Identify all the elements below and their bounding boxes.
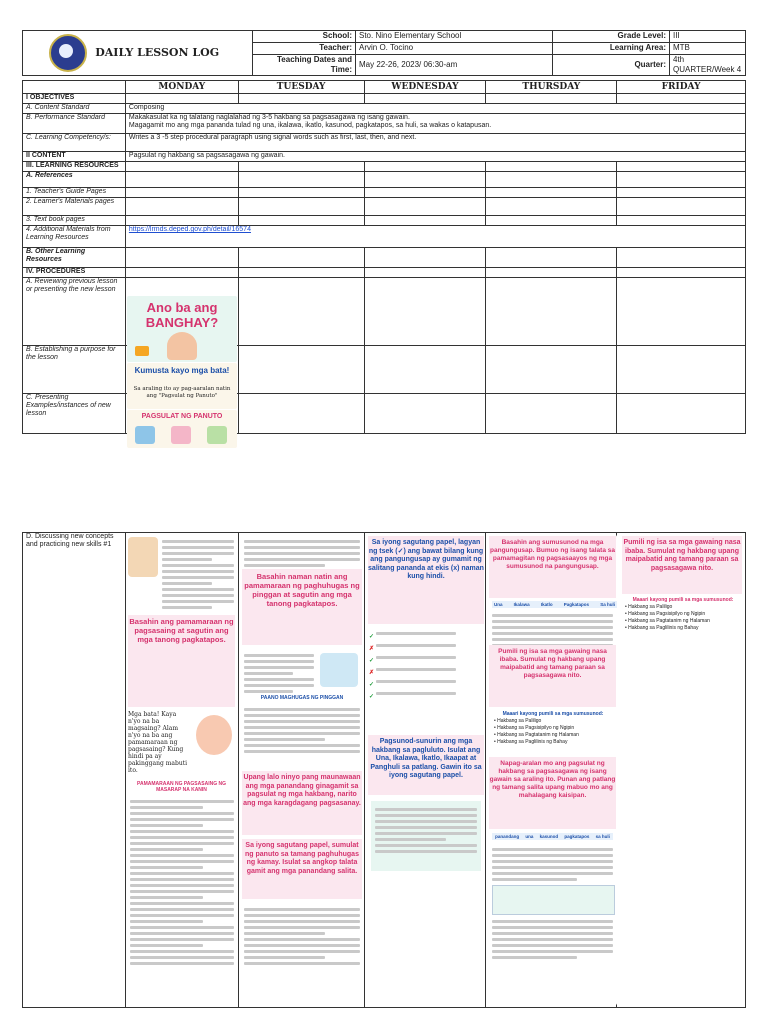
greeting-body: Sa araling ito ay pag-aaralan natin ang "Pagsulat ng Panuto" xyxy=(133,386,231,399)
panuto-title: PAGSULAT NG PANUTO xyxy=(141,413,223,420)
content-value: Pagsulat ng hakbang sa pagsasagawa ng gawain. xyxy=(125,152,745,162)
content-heading: II CONTENT xyxy=(23,152,126,162)
objectives-heading: I OBJECTIVES xyxy=(23,94,126,104)
slide-panuto xyxy=(127,410,237,448)
teacher-illustration-icon xyxy=(128,537,158,577)
performance-standard-label: B. Performance Standard xyxy=(23,114,126,134)
logo-cell xyxy=(23,31,253,76)
child-illustration-icon xyxy=(167,332,197,360)
activity-item: • Hakbang sa Pagsisipilyo ng Ngipin xyxy=(625,611,706,617)
grade-value: III xyxy=(670,31,746,43)
activity-item: • Hakbang sa Paglilinis ng Bahay xyxy=(625,625,699,631)
monday-question: Mga bata! Kaya n'yo na ba magsaing? Alam n'yo na ba ang pamamaraan ng pagsasaing? Kung hindi pa ay pakinggang mabuti ito. xyxy=(128,711,188,774)
friday-material xyxy=(621,535,743,653)
wednesday-order-title: Pagsunod-sunurin ang mga hakbang sa pagluluto. Isulat ang Una, Ikalawa, Ikatlo, Ikaapat at Panghuli sa patlang. Gawin ito sa iyong sagutang papel. xyxy=(370,738,482,779)
activity-item: • Hakbang sa Pagtatanim ng Halaman xyxy=(494,732,579,738)
wednesday-title: Sa iyong sagutang papel, lagyan ng tsek (✓) ang bawat bilang kung ang pangungusap ay gumamit ng salitang pananda at ekis (x) naman kung hindi. xyxy=(368,539,484,580)
review-label: A. Reviewing previous lesson or presenting the new lesson xyxy=(23,278,126,346)
tb-label: 3. Text book pages xyxy=(23,216,126,226)
tuesday-material xyxy=(240,535,364,1005)
dishwashing-illustration-icon xyxy=(320,653,358,687)
thursday-title: Basahin ang sumusunod na mga pangungusap. Bumuo ng isang talata sa pamamagitan ng pagsasaayos ng mga sumusunod na pangungusap. xyxy=(490,539,615,570)
deped-seal-icon xyxy=(49,34,87,72)
content-standard-label: A. Content Standard xyxy=(23,104,126,114)
tuesday-handwash-title: Sa iyong sagutang papel, sumulat ng panuto sa tamang paghuhugas ng kamay. Isulat sa angkop talata gamit ang mga panandang salita. xyxy=(245,842,359,875)
performance-standard-value xyxy=(125,114,745,134)
area-label: Learning Area: xyxy=(553,43,670,55)
thursday-summary-title: Napag-aralan mo ang pagsulat ng hakbang sa pagsasagawa ng isang gawain sa araling ito. Punan ang patlang ng tamang salita upang mabuo mo ang mahalagang kaisipan. xyxy=(489,760,616,799)
activity-item: • Hakbang sa Pagtatanim ng Halaman xyxy=(625,618,710,624)
log-title: DAILY LESSON LOG xyxy=(95,46,220,59)
competency-value: Writes a 3 -5 step procedural paragraph using signal words such as first, last, then, and next. xyxy=(125,134,745,152)
signal-words-bar xyxy=(492,601,617,608)
signal-word: Ikatlo xyxy=(540,602,553,607)
kids-illustration-icon-3 xyxy=(207,426,227,444)
quarter-label: Quarter: xyxy=(553,55,670,76)
monday-subtitle: PAMAMARAAN NG PAGSASAING NG MASARAP NA KANIN xyxy=(137,781,226,793)
resources-heading: III. LEARNING RESOURCES xyxy=(23,162,126,172)
additional-link[interactable]: https://lrmds.deped.gov.ph/detail/16574 xyxy=(128,226,251,233)
competency-label: C. Learning Competency/s: xyxy=(23,134,126,152)
check-mark-icon-2: ✓ xyxy=(369,658,375,664)
signal-word: Sa huli xyxy=(600,602,615,607)
kids-illustration-icon-2 xyxy=(171,426,191,444)
kids-illustration-icon xyxy=(135,426,155,444)
monday-title: Basahin ang pamamaraan ng pagsasaing at sagutin ang mga tanong pagkatapos. xyxy=(129,617,234,644)
friday-title: Pumili ng isa sa mga gawaing nasa ibaba. Sumulat ng hakbang upang maipabatid ang tamang paraan sa pagsasagawa nito. xyxy=(623,539,741,572)
content-standard-value: Composing xyxy=(125,104,745,114)
banghay-title: Ano ba ang BANGHAY? xyxy=(145,300,219,330)
activity-item: • Hakbang sa Paliligo xyxy=(625,604,673,610)
activity-item: • Hakbang sa Paglilinis ng Bahay xyxy=(494,739,568,745)
purpose-label: B. Establishing a purpose for the lesson xyxy=(23,346,126,394)
performance-standard-line2: Magagamit mo ang mga pananda tulad ng una, ikalawa, ikatlo, kasunod, pagkatapos, sa huli, sa wakas o katapusan. xyxy=(128,122,492,129)
wednesday-material xyxy=(367,535,485,970)
thursday-choose-title: Pumili ng isa sa mga gawaing nasa ibaba. Sumulat ng hakbang upang maipabatid ang tamang paraan sa pagsasagawa nito. xyxy=(498,648,607,679)
day-tuesday: TUESDAY xyxy=(238,81,364,94)
tuesday-title: Basahin naman natin ang pamamaraan ng paghuhugas ng pinggan at sagutin ang mga tanong pagkatapos. xyxy=(244,572,360,608)
header-table xyxy=(22,30,746,76)
dates-label: Teaching Dates and Time: xyxy=(253,55,356,76)
day-monday: MONDAY xyxy=(125,81,238,94)
cross-mark-icon: ✗ xyxy=(369,646,375,652)
performance-standard-line1: Makakasulat ka ng talatang naglalahad ng 3-5 hakbang sa pagsasagawa ng isang gawain. xyxy=(128,114,410,121)
check-mark-icon: ✓ xyxy=(369,634,375,640)
dates-value: May 22-26, 2023/ 06:30-am xyxy=(356,55,553,76)
activity-item: • Hakbang sa Paliligo xyxy=(494,718,542,724)
school-value: Sto. Nino Elementary School xyxy=(356,31,553,43)
tuesday-practice-title: Upang lalo ninyo pang maunawaan ang mga panandang ginagamit sa pagsulat ng mga hakbang, narito ang mga karagdagang pagsasanay. xyxy=(243,774,361,807)
friday-subtitle: Maaari kayong pumili sa mga sumusunod: xyxy=(632,597,734,603)
day-wednesday: WEDNESDAY xyxy=(364,81,486,94)
signal-word: Pagkatapos xyxy=(563,602,590,607)
tg-label: 1. Teacher's Guide Pages xyxy=(23,188,126,198)
fill-word: pagkatapos xyxy=(564,834,590,839)
slide-greeting xyxy=(127,363,237,409)
quarter-value: 4th QUARTER/Week 4 xyxy=(670,55,746,76)
thursday-material xyxy=(488,535,617,1005)
activity-item: • Hakbang sa Pagsisipilyo ng Ngipin xyxy=(494,725,575,731)
discussing-label: D. Discussing new concepts and practicing new skills #1 xyxy=(23,533,126,1008)
signal-word: Ikalawa xyxy=(513,602,530,607)
check-mark-icon-3: ✓ xyxy=(369,682,375,688)
area-value: MTB xyxy=(670,43,746,55)
school-label: School: xyxy=(253,31,356,43)
girl-illustration-icon xyxy=(196,715,232,755)
fill-word: una xyxy=(525,834,534,839)
slide-banghay xyxy=(127,296,237,362)
references-heading: A. References xyxy=(23,172,126,188)
greeting-title: Kumusta kayo mga bata! xyxy=(134,366,230,375)
thursday-choose-subtitle: Maaari kayong pumili sa mga sumusunod: xyxy=(502,711,604,717)
corner-cell xyxy=(23,81,126,94)
presenting-label: C. Presenting Examples/instances of new lesson xyxy=(23,394,126,434)
grade-label: Grade Level: xyxy=(553,31,670,43)
signal-word: Una xyxy=(494,602,503,607)
teacher-value: Arvin O. Tocino xyxy=(356,43,553,55)
fill-word: panandang xyxy=(495,834,520,839)
day-thursday: THURSDAY xyxy=(486,81,617,94)
cross-mark-icon-2: ✗ xyxy=(369,670,375,676)
additional-label: 4. Additional Materials from Learning Resources xyxy=(23,226,126,248)
tuesday-subtitle: PAANO MAGHUGAS NG PINGGAN xyxy=(260,695,344,701)
fill-words-bar xyxy=(492,833,613,840)
fill-word: kasunod xyxy=(539,834,559,839)
monday-material xyxy=(126,535,237,1005)
day-friday: FRIDAY xyxy=(617,81,746,94)
teacher-label: Teacher: xyxy=(253,43,356,55)
pencil-icon xyxy=(135,346,149,356)
lm-label: 2. Learner's Materials pages xyxy=(23,198,126,216)
check-mark-icon-4: ✓ xyxy=(369,694,375,700)
answer-box xyxy=(492,885,615,915)
other-resources-label: B. Other Learning Resources xyxy=(23,248,126,268)
procedures-heading: IV. PROCEDURES xyxy=(23,268,126,278)
fill-word: sa huli xyxy=(595,834,610,839)
